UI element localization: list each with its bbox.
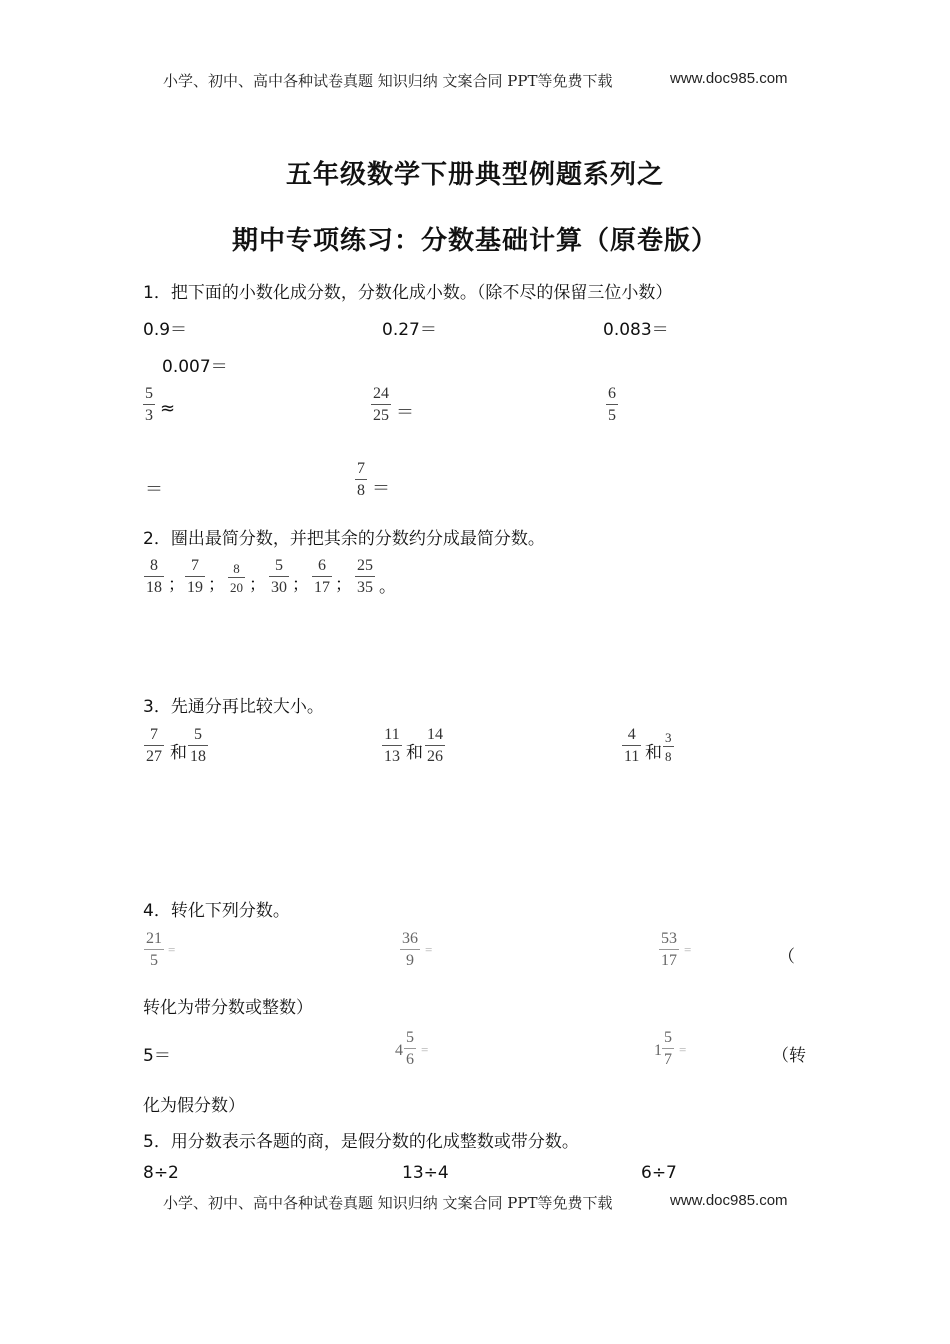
q3-fraction: [188, 727, 208, 765]
numerator: 5: [275, 557, 283, 574]
q3-fraction: [144, 727, 164, 765]
numerator: 36: [402, 930, 418, 947]
note-open: （: [778, 947, 795, 967]
q3-prompt: 3．先通分再比较大小。: [143, 697, 324, 717]
equals-sign: =: [425, 942, 433, 957]
q4-fraction: [144, 931, 164, 969]
title-line1: 五年级数学下册典型例题系列之: [285, 160, 664, 190]
q1-fraction: [606, 386, 618, 424]
denominator: 20: [230, 580, 243, 595]
q3-fraction: [425, 727, 445, 765]
numerator: 7: [150, 726, 158, 743]
numerator: 8: [233, 561, 240, 576]
q1-decimal: 0.007＝: [162, 357, 228, 377]
separator: ；: [208, 575, 225, 595]
and-text: 和: [170, 743, 187, 763]
q2-fraction: [144, 558, 164, 596]
numerator: 4: [627, 726, 636, 743]
approx-sign: ≈: [160, 398, 176, 419]
header-text: 小学、初中、高中各种试卷真题 知识归纳 文案合同 PPT等免费下载: [163, 72, 613, 90]
whole-number: 5＝: [143, 1046, 171, 1066]
denominator: 17: [661, 952, 677, 969]
equals-sign: ＝: [396, 402, 414, 423]
denominator: 3: [145, 407, 153, 424]
q4-prompt: 4．转化下列分数。: [143, 901, 290, 921]
numerator: 5: [664, 1029, 672, 1046]
denominator: 35: [357, 579, 373, 596]
numerator: 53: [661, 930, 677, 947]
q1-fraction: [371, 386, 391, 424]
q1-prompt: 1．把下面的小数化成分数，分数化成小数。（除不尽的保留三位小数）: [143, 283, 673, 303]
numerator: 7: [191, 557, 199, 574]
period: 。: [379, 577, 396, 597]
denominator: 19: [187, 579, 203, 596]
footer-text: 小学、初中、高中各种试卷真题 知识归纳 文案合同 PPT等免费下载: [163, 1194, 613, 1212]
denominator: 18: [190, 748, 206, 765]
q3-fraction: [663, 731, 674, 763]
denominator: 11: [624, 748, 640, 765]
q1-decimal: 0.9＝: [143, 320, 188, 340]
numerator: 14: [427, 726, 443, 743]
denominator: 13: [384, 748, 400, 765]
mixed-whole: 4: [395, 1042, 403, 1059]
equals-sign: =: [679, 1042, 687, 1057]
equals-sign: ＝: [145, 479, 163, 500]
numerator: 7: [357, 460, 365, 477]
and-text: 和: [406, 743, 423, 763]
division-item: 8÷2: [143, 1163, 179, 1183]
mixed-whole: 1: [654, 1042, 662, 1059]
equals-sign: ＝: [372, 478, 390, 499]
q4-fraction: [659, 931, 679, 969]
denominator: 8: [665, 749, 672, 764]
q1-decimal: 0.27＝: [382, 320, 437, 340]
equals-sign: =: [421, 1042, 429, 1057]
q2-fraction: [312, 558, 332, 596]
q1-fraction: [143, 386, 155, 424]
numerator: 6: [608, 385, 616, 402]
denominator: 26: [427, 748, 443, 765]
q2-fraction: [269, 558, 289, 596]
numerator: 5: [194, 726, 202, 743]
denominator: 18: [146, 579, 162, 596]
denominator: 25: [373, 407, 389, 424]
numerator: 6: [318, 557, 326, 574]
numerator: 25: [357, 557, 373, 574]
numerator: 5: [145, 385, 153, 402]
q4-mixed-fraction: [404, 1030, 416, 1068]
equals-sign: =: [168, 942, 176, 957]
q5-prompt: 5．用分数表示各题的商，是假分数的化成整数或带分数。: [143, 1132, 579, 1152]
numerator: 21: [146, 930, 162, 947]
denominator: 27: [146, 748, 162, 765]
equals-sign: =: [684, 942, 692, 957]
separator: ；: [168, 575, 185, 595]
q2-fraction: [228, 562, 245, 594]
denominator: 30: [271, 579, 287, 596]
header-url[interactable]: www.doc985.com: [670, 70, 788, 87]
numerator: 3: [665, 730, 672, 745]
denominator: 7: [664, 1051, 672, 1068]
denominator: 5: [150, 952, 158, 969]
q3-fraction: [622, 727, 641, 765]
numerator: 24: [373, 385, 389, 402]
footer-url[interactable]: www.doc985.com: [670, 1192, 788, 1209]
numerator: 11: [384, 726, 400, 743]
q4-fraction: [400, 931, 420, 969]
note-text: 转化为带分数或整数）: [143, 998, 313, 1018]
title-line2: 期中专项练习：分数基础计算（原卷版）: [231, 226, 718, 256]
separator: ；: [292, 575, 309, 595]
q3-fraction: [382, 727, 402, 765]
denominator: 9: [406, 952, 414, 969]
and-text: 和: [645, 743, 662, 763]
denominator: 8: [357, 482, 365, 499]
numerator: 5: [406, 1029, 414, 1046]
separator: ；: [249, 575, 266, 595]
q1-fraction: [355, 461, 367, 499]
q2-prompt: 2．圈出最简分数，并把其余的分数约分成最简分数。: [143, 529, 545, 549]
q1-decimal: 0.083＝: [603, 320, 669, 340]
q2-fraction: [185, 558, 205, 596]
numerator: 8: [150, 557, 158, 574]
note-text: 化为假分数）: [143, 1096, 245, 1116]
note-open: （转: [772, 1046, 806, 1066]
division-item: 6÷7: [641, 1163, 677, 1183]
q4-mixed-fraction: [662, 1030, 674, 1068]
denominator: 5: [608, 407, 616, 424]
denominator: 6: [406, 1051, 414, 1068]
separator: ；: [335, 575, 352, 595]
division-item: 13÷4: [402, 1163, 449, 1183]
q2-fraction: [355, 558, 375, 596]
denominator: 17: [314, 579, 330, 596]
